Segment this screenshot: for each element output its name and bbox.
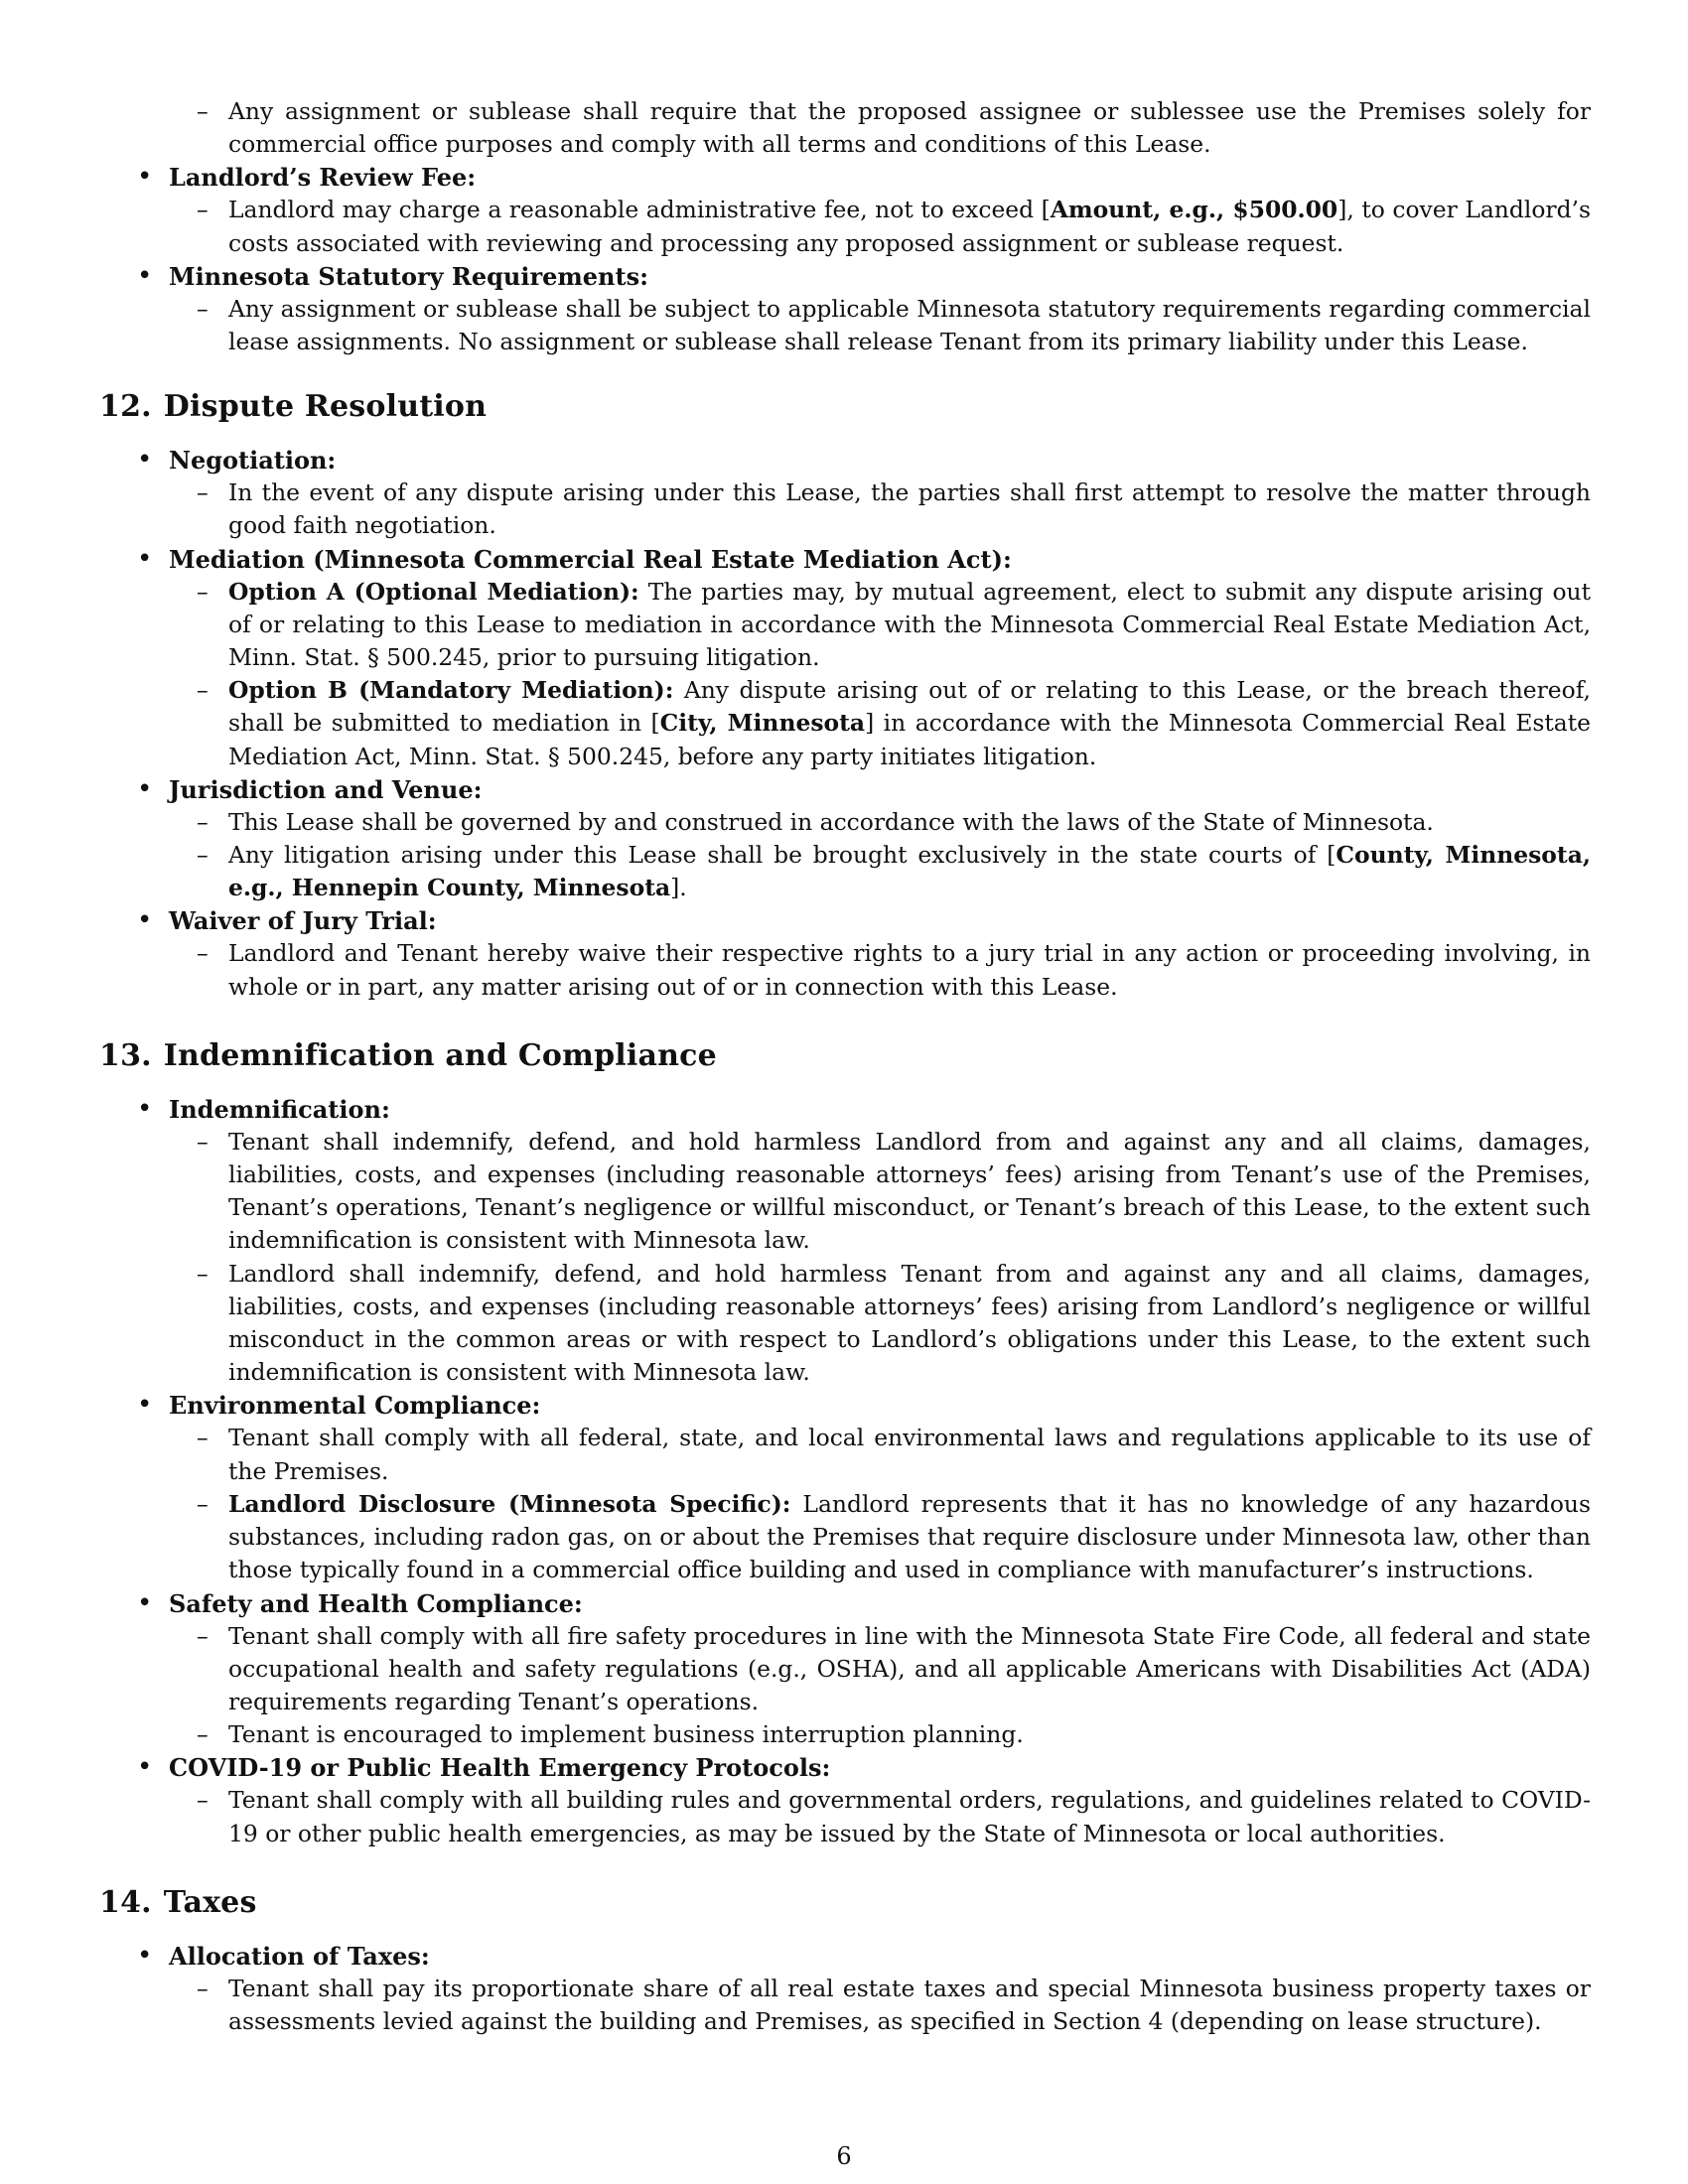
bullet-icon: • — [137, 773, 153, 804]
item-heading: Safety and Health Compliance: — [169, 1588, 583, 1618]
item-heading: Negotiation: — [169, 446, 337, 476]
bullet-icon: • — [137, 1093, 153, 1124]
dash-icon: – — [197, 97, 209, 125]
list-item: – Option B (Mandatory Mediation): Any dispute arising out of or relating to this Lease, or the breach thereof, shall be submitted to mediation in [City, Minnesota] in accordance with the Minnesota Commercial Real Estate Mediation Act, Minn. Stat. § 500.245, before any party initiates litigation. — [197, 676, 1591, 770]
dash-icon: – — [197, 939, 209, 968]
list-item: – Tenant shall comply with all fire safety procedures in line with the Minnesota State Fire Code, all federal and state occupational health and safety regulations (e.g., OSHA), and all applicable Americans with Disabilities Act (ADA) requirements regarding Tenant’s operations. — [197, 1621, 1591, 1715]
list-item: – Landlord and Tenant hereby waive their respective rights to a jury trial in any action or proceeding involving, in whole or in part, any matter arising out of or in connection with this Lease. — [197, 939, 1591, 1001]
item-heading: COVID-19 or Public Health Emergency Protocols: — [169, 1753, 831, 1783]
page-number: 6 — [836, 2142, 852, 2170]
list-item — [99, 444, 1591, 542]
list-item: – This Lease shall be governed by and construed in accordance with the laws of the State of Minnesota. — [169, 806, 1591, 839]
dash-icon: – — [197, 577, 209, 606]
dash-icon: – — [197, 1489, 209, 1518]
section-14-list — [99, 1940, 1591, 2038]
item-heading: Landlord’s Review Fee: — [169, 163, 477, 193]
bullet-icon: • — [137, 162, 153, 193]
item-heading: Indemnification: — [169, 1094, 390, 1124]
bullet-icon: • — [137, 1587, 153, 1618]
dash-icon: – — [197, 841, 209, 870]
bullet-icon: • — [137, 445, 153, 476]
list-item: – Tenant is encouraged to implement business interruption planning. — [169, 1718, 1591, 1751]
section-12-heading: 12. Dispute Resolution — [99, 389, 488, 425]
list-item — [99, 1389, 1591, 1586]
list-item: – Tenant shall comply with all federal, state, and local environmental laws and regulations applicable to its use of the Premises. — [197, 1424, 1591, 1485]
list-item: – Any assignment or sublease shall require that the proposed assignee or sublessee use the Premises solely for commercial office purposes and comply with all terms and conditions of this Lease. — [197, 97, 1591, 159]
dash-icon: – — [197, 676, 209, 705]
dash-icon: – — [197, 1974, 209, 2002]
list-item — [99, 161, 1591, 259]
section-13-list — [99, 1093, 1591, 1850]
list-item — [99, 1751, 1591, 1849]
section-12-list — [99, 444, 1591, 1004]
dash-icon: – — [197, 1127, 209, 1156]
dash-icon: – — [197, 1786, 209, 1815]
list-item: – Landlord may charge a reasonable administrative fee, not to exceed [Amount, e.g., $500.00], to cover Landlord’s costs associated with reviewing and processing any proposed assignment or sublease request. — [197, 196, 1591, 257]
dash-icon: – — [197, 1259, 209, 1288]
section-11-continued-list — [99, 161, 1591, 358]
list-item — [99, 1940, 1591, 2038]
dash-icon: – — [197, 478, 209, 507]
dash-icon: – — [197, 1424, 209, 1452]
bullet-icon: • — [137, 905, 153, 936]
list-item — [99, 773, 1591, 905]
item-heading: Mediation (Minnesota Commercial Real Estate Mediation Act): — [169, 544, 1012, 574]
list-item: – Tenant shall indemnify, defend, and hold harmless Landlord from and against any and all claims, damages, liabilities, costs, and expenses (including reasonable attorneys’ fees) arising from Tenant’s use of the Premises, Tenant’s operations, Tenant’s negligence or willful misconduct, or Tenant’s breach of this Lease, to the extent such indemnification is consistent with Minnesota law. — [197, 1127, 1591, 1255]
placeholder-amount: Amount, e.g., $500.00 — [1050, 196, 1338, 224]
item-heading: Minnesota Statutory Requirements: — [169, 261, 648, 291]
list-item — [99, 1587, 1591, 1752]
bullet-icon: • — [137, 1940, 153, 1971]
list-item: – Any litigation arising under this Lease shall be brought exclusively in the state courts of [County, Minnesota, e.g., Hennepin County, Minnesota]. — [197, 841, 1592, 902]
section-13-heading: 13. Indemnification and Compliance — [99, 1037, 717, 1073]
list-item: – Landlord Disclosure (Minnesota Specific): Landlord represents that it has no knowledge of any hazardous substances, including radon gas, on or about the Premises that require disclosure under Minnesota law, other than those typically found in a commercial office building and used in compliance with manufacturer’s instructions. — [197, 1489, 1591, 1584]
list-item — [99, 543, 1591, 773]
bullet-icon: • — [137, 1752, 153, 1783]
list-item: – Tenant shall comply with all building rules and governmental orders, regulations, and guidelines related to COVID-19 or other public health emergencies, as may be issued by the State of Minnesota or local authorities. — [197, 1786, 1591, 1847]
list-item — [99, 904, 1591, 1003]
list-item — [99, 260, 1591, 358]
item-heading: Allocation of Taxes: — [169, 1941, 430, 1971]
bullet-icon: • — [137, 260, 153, 291]
continued-sublist — [169, 95, 1591, 161]
placeholder-county: County, Minnesota, e.g., Hennepin County, Minnesota — [228, 841, 1592, 902]
dash-icon: – — [197, 1621, 209, 1650]
list-item: – Any assignment or sublease shall be subject to applicable Minnesota statutory requirements regarding commercial lease assignments. No assignment or sublease shall release Tenant from its primary liability under this Lease. — [197, 294, 1591, 356]
list-item — [99, 1093, 1591, 1390]
item-heading: Jurisdiction and Venue: — [169, 774, 483, 804]
list-item: – In the event of any dispute arising under this Lease, the parties shall first attempt to resolve the matter through good faith negotiation. — [197, 478, 1591, 540]
dash-icon: – — [197, 807, 209, 836]
placeholder-city: City, Minnesota — [659, 709, 866, 738]
dash-icon: – — [197, 196, 209, 224]
list-item: – Tenant shall pay its proportionate share of all real estate taxes and special Minnesota business property taxes or assessments levied against the building and Premises, as specified in Section 4 (depending on lease structure). — [197, 1974, 1591, 2035]
bullet-icon: • — [137, 1390, 153, 1421]
dash-icon: – — [197, 1720, 209, 1749]
item-heading: Waiver of Jury Trial: — [169, 906, 437, 936]
item-heading: Environmental Compliance: — [169, 1391, 541, 1421]
bullet-icon: • — [137, 543, 153, 574]
list-item: – Landlord shall indemnify, defend, and hold harmless Tenant from and against any and all claims, damages, liabilities, costs, and expenses (including reasonable attorneys’ fees) arising from Landlord’s negligence or willful misconduct in the common areas or with respect to Landlord’s obligations under this Lease, to the extent such indemnification is consistent with Minnesota law. — [197, 1259, 1591, 1387]
section-14-heading: 14. Taxes — [99, 1884, 257, 1920]
list-item: – Option A (Optional Mediation): The parties may, by mutual agreement, elect to submit any dispute arising out of or relating to this Lease to mediation in accordance with the Minnesota Commercial Real Estate Mediation Act, Minn. Stat. § 500.245, prior to pursuing litigation. — [197, 577, 1591, 672]
document-page — [99, 97, 1591, 2038]
dash-icon: – — [197, 294, 209, 323]
